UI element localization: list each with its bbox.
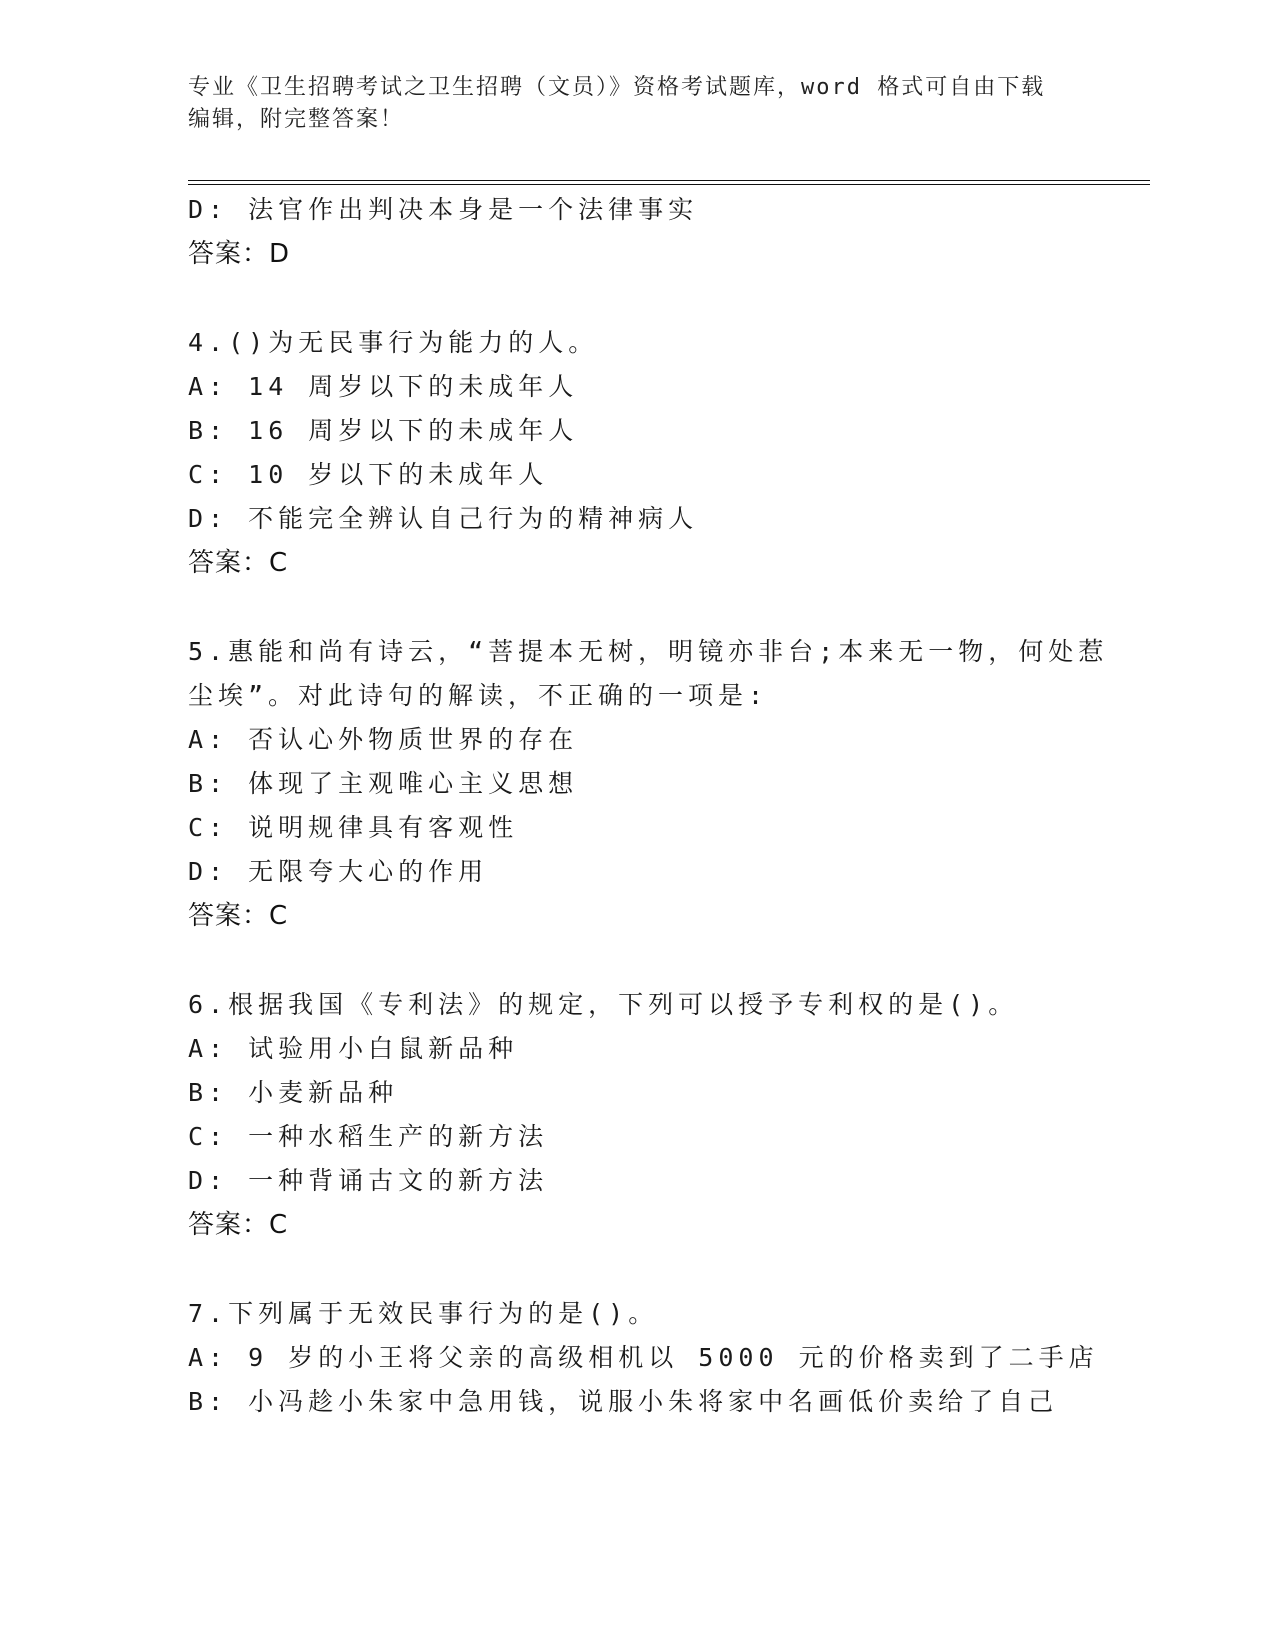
q4-option-a: A: 14 周岁以下的未成年人 [188,372,579,401]
q4-answer: 答案：C [188,548,289,578]
q7-option-b: B: 小冯趁小朱家中急用钱，说服小朱将家中名画低价卖给了自己 [188,1387,1059,1416]
header-line-1: 专业《卫生招聘考试之卫生招聘（文员）》资格考试题库，word 格式可自由下载 [188,75,1046,100]
q5-option-b: B: 体现了主观唯心主义思想 [188,769,579,798]
q6-answer: 答案：C [188,1210,289,1240]
q6-option-b: B: 小麦新品种 [188,1078,399,1107]
q5-question-line-2: 尘埃”。对此诗句的解读，不正确的一项是: [188,681,769,710]
q4-question: 4.()为无民事行为能力的人。 [188,328,599,357]
q5-option-a: A: 否认心外物质世界的存在 [188,725,579,754]
header-line-2: 编辑，附完整答案！ [188,107,405,132]
q6-option-c: C: 一种水稻生产的新方法 [188,1122,549,1151]
q3-option-d: D: 法官作出判决本身是一个法律事实 [188,195,699,224]
q5-option-c: C: 说明规律具有客观性 [188,813,519,842]
q7-option-a: A: 9 岁的小王将父亲的高级相机以 5000 元的价格卖到了二手店 [188,1343,1099,1372]
q5-answer: 答案：C [188,901,289,931]
q4-option-b: B: 16 周岁以下的未成年人 [188,416,579,445]
q4-option-d: D: 不能完全辨认自己行为的精神病人 [188,504,699,533]
q4-option-c: C: 10 岁以下的未成年人 [188,460,549,489]
q6-option-a: A: 试验用小白鼠新品种 [188,1034,519,1063]
q7-question: 7.下列属于无效民事行为的是()。 [188,1299,659,1328]
q3-answer: 答案：D [188,239,291,269]
q6-question: 6.根据我国《专利法》的规定，下列可以授予专利权的是()。 [188,990,1019,1019]
q5-question-line-1: 5.惠能和尚有诗云，“菩提本无树，明镜亦非台;本来无一物，何处惹 [188,637,1109,666]
q5-option-d: D: 无限夸大心的作用 [188,857,489,886]
document-header [188,72,1068,136]
header-divider-bottom [188,184,1150,185]
q6-option-d: D: 一种背诵古文的新方法 [188,1166,549,1195]
header-divider-top [188,180,1150,181]
